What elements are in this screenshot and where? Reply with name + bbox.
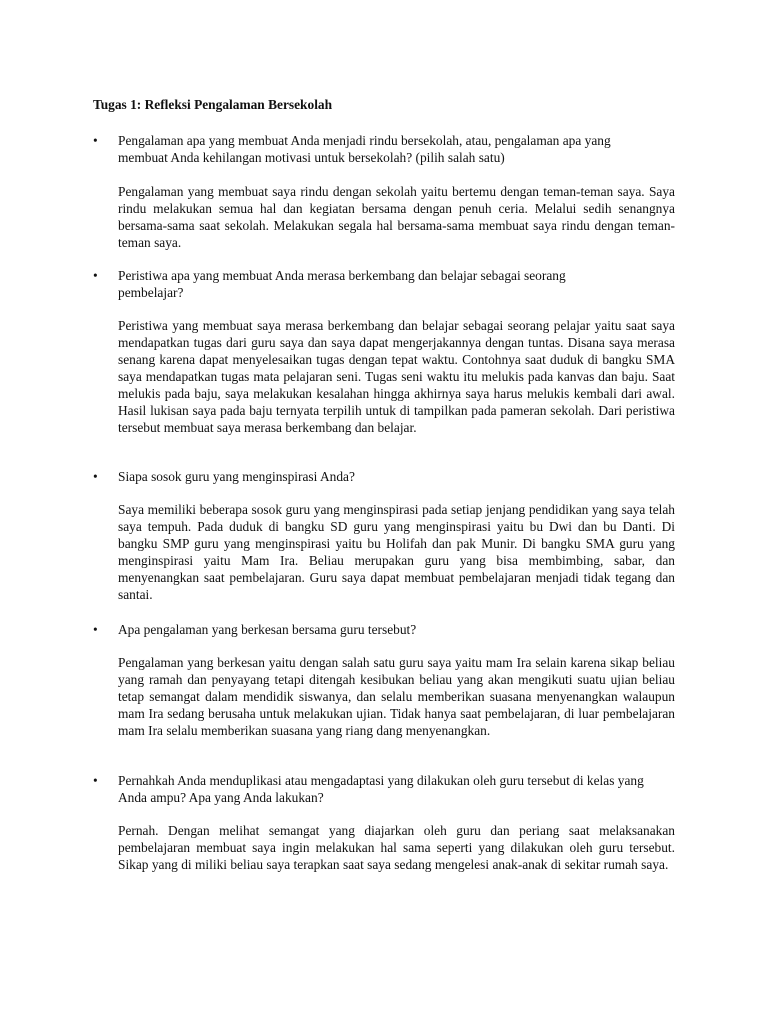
bullet-icon: • (93, 133, 98, 148)
question-text: Siapa sosok guru yang menginspirasi Anda? (118, 469, 355, 484)
question-text: Pernahkah Anda menduplikasi atau mengadaptasi yang dilakukan oleh guru tersebut di kelas yang Anda ampu? Apa yang Anda lakukan? (118, 773, 644, 805)
bullet-icon: • (93, 469, 98, 484)
answer-text: Pernah. Dengan melihat semangat yang diajarkan oleh guru dan periang saat melaksanakan pembelajaran membuat saya ingin melakukan hal sama seperti yang dilakukan oleh guru tersebut. Sikap yang di miliki beliau saya terapkan saat saya sedang mengelesi anak-anak di sekitar rumah saya. (118, 823, 675, 872)
question-text: Peristiwa apa yang membuat Anda merasa berkembang dan belajar sebagai seorang pembelajar? (118, 268, 566, 300)
document-title: Tugas 1: Refleksi Pengalaman Bersekolah (93, 97, 333, 112)
bullet-icon: • (93, 268, 98, 283)
answer-text: Peristiwa yang membuat saya merasa berkembang dan belajar sebagai seorang pelajar yaitu saat saya mendapatkan tugas dari guru saya dan saya dapat mengerjakannya dengan tuntas. Disana saya merasa senang karena dapat menyelesaikan tugas dengan tepat waktu. Contohnya saat duduk di bangku SMA saya mendapatkan tugas mata pelajaran seni. Tugas seni waktu itu melukis pada kanvas dan baju. Saat melukis pada baju, saya melakukan kesalahan hingga akhirnya saya harus melukis kembali dari awal. Hasil lukisan saya pada baju ternyata terpilih untuk di tampilkan pada pameran sekolah. Dari peristiwa tersebut membuat saya merasa berkembang dan belajar. (118, 318, 675, 435)
bullet-icon: • (93, 622, 98, 637)
answer-text: Pengalaman yang membuat saya rindu dengan sekolah yaitu bertemu dengan teman-teman saya. Saya rindu melakukan semua hal dan kegiatan bersama dengan penuh ceria. Melalui sedih senangnya bersama-sama saat sekolah. Melakukan segala hal bersama-sama membuat saya rindu dengan teman-teman saya. (118, 184, 675, 250)
question-text: Pengalaman apa yang membuat Anda menjadi rindu bersekolah, atau, pengalaman apa yang membuat Anda kehilangan motivasi untuk bersekolah? (pilih salah satu) (118, 133, 611, 165)
answer-text: Saya memiliki beberapa sosok guru yang menginspirasi pada setiap jenjang pendidikan yang saya telah saya tempuh. Pada duduk di bangku SD guru yang menginspirasi yaitu bu Dwi dan bu Danti. Di bangku SMP guru yang menginspirasi yaitu bu Holifah dan pak Munir. Di bangku SMA guru yang menginspirasi yaitu Mam Ira. Beliau merupakan guru yang bisa membimbing, sabar, dan menyenangkan saat pembelajaran. Guru saya dapat membuat pembelajaran menjadi tidak tegang dan santai. (118, 502, 675, 602)
answer-text: Pengalaman yang berkesan yaitu dengan salah satu guru saya yaitu mam Ira selain karena sikap beliau yang ramah dan penyayang tetapi ditengah kesibukan beliau yang akan mengikuti suatu ujian beliau tetap semangat dalam mendidik siswanya, dan selalu memberikan suasana menyenangkan walaupun mam Ira sedang berusaha untuk melakukan ujian. Tidak hanya saat pembelajaran, di luar pembelajaran mam Ira selalu memberikan suasana yang riang dang menyenangkan. (118, 655, 675, 738)
question-text: Apa pengalaman yang berkesan bersama guru tersebut? (118, 622, 417, 637)
bullet-icon: • (93, 773, 98, 788)
